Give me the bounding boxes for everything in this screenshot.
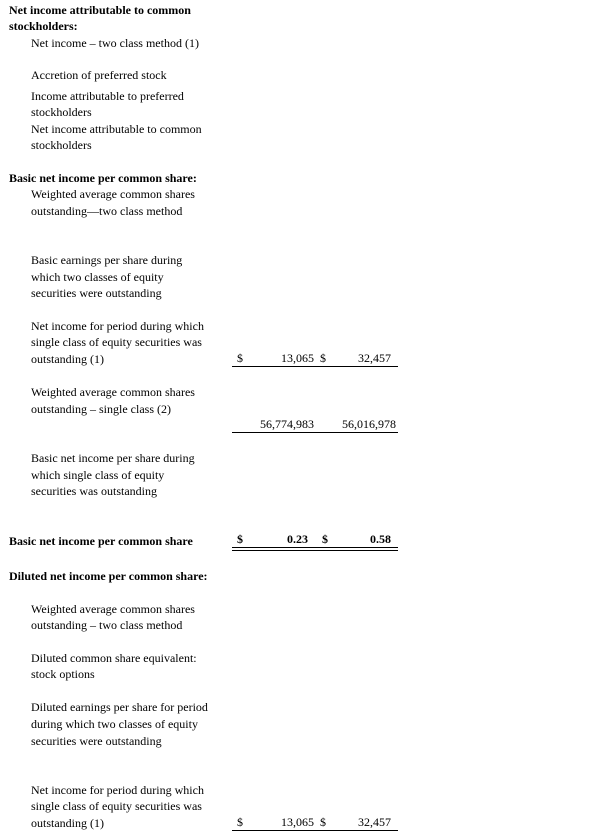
currency-symbol: $ — [237, 351, 243, 365]
row-label-accretion: Accretion of preferred stock — [31, 68, 167, 82]
row-label-diluted-eps-two-class-cont2: securities were outstanding — [31, 734, 162, 748]
underline-rule — [232, 366, 398, 367]
row-label-basic-eps-two-class: Basic earnings per share during — [31, 253, 183, 267]
row-label-diluted-net-income-single-class: Net income for period during which — [31, 783, 204, 797]
currency-symbol: $ — [237, 532, 243, 546]
row-label-net-income-single-class-cont2: outstanding (1) — [31, 352, 104, 366]
underline-rule — [232, 830, 398, 831]
row-label-basic-eps-single-class-cont2: securities was outstanding — [31, 484, 157, 498]
currency-symbol: $ — [237, 815, 243, 829]
value-wavg-single-class-col1: 56,774,983 — [260, 417, 314, 431]
underline-rule — [232, 432, 398, 433]
row-label-diluted-net-income-single-class-cont1: single class of equity securities was — [31, 799, 202, 813]
currency-symbol: $ — [320, 815, 326, 829]
row-label-income-preferred-cont: stockholders — [31, 105, 92, 119]
row-label-net-income-common: Net income attributable to common — [31, 122, 202, 136]
row-label-basic-eps-two-class-cont2: securities were outstanding — [31, 286, 162, 300]
value-wavg-single-class-col2: 56,016,978 — [342, 417, 396, 431]
section-heading-net-income: Net income attributable to common — [9, 3, 191, 17]
row-label-wavg-single-class: Weighted average common shares — [31, 385, 195, 399]
row-label-diluted-wavg-two-class: Weighted average common shares — [31, 602, 195, 616]
value-basic-eps-total-col1: 0.23 — [287, 532, 308, 546]
currency-symbol: $ — [320, 351, 326, 365]
row-label-basic-eps-single-class: Basic net income per share during — [31, 451, 195, 465]
row-label-basic-eps-two-class-cont1: which two classes of equity — [31, 270, 164, 284]
row-label-diluted-equivalent-cont: stock options — [31, 667, 95, 681]
value-net-income-single-class-col1: 13,065 — [281, 351, 314, 365]
section-heading-net-income-cont: stockholders: — [9, 19, 78, 33]
row-label-net-income-single-class: Net income for period during which — [31, 319, 204, 333]
row-label-diluted-eps-two-class-cont1: during which two classes of equity — [31, 717, 198, 731]
row-label-basic-eps-single-class-cont1: which single class of equity — [31, 468, 165, 482]
section-heading-diluted: Diluted net income per common share: — [9, 569, 208, 583]
section-heading-basic: Basic net income per common share: — [9, 171, 197, 185]
value-diluted-net-income-single-class-col1: 13,065 — [281, 815, 314, 829]
row-label-wavg-two-class-cont: outstanding—two class method — [31, 204, 183, 218]
row-label-diluted-net-income-single-class-cont2: outstanding (1) — [31, 816, 104, 830]
row-label-diluted-eps-two-class: Diluted earnings per share for period — [31, 700, 208, 714]
row-label-net-income-common-cont: stockholders — [31, 138, 92, 152]
value-diluted-net-income-single-class-col2: 32,457 — [358, 815, 391, 829]
row-label-basic-eps-total: Basic net income per common share — [9, 534, 193, 548]
row-label-net-income-two-class: Net income – two class method (1) — [31, 36, 199, 50]
row-label-net-income-single-class-cont1: single class of equity securities was — [31, 335, 202, 349]
row-label-diluted-wavg-two-class-cont: outstanding – two class method — [31, 618, 183, 632]
row-label-wavg-single-class-cont: outstanding – single class (2) — [31, 402, 171, 416]
row-label-income-preferred: Income attributable to preferred — [31, 89, 184, 103]
row-label-wavg-two-class: Weighted average common shares — [31, 187, 195, 201]
value-net-income-single-class-col2: 32,457 — [358, 351, 391, 365]
double-underline-rule — [232, 547, 398, 551]
currency-symbol: $ — [322, 532, 328, 546]
row-label-diluted-equivalent: Diluted common share equivalent: — [31, 651, 197, 665]
value-basic-eps-total-col2: 0.58 — [370, 532, 391, 546]
